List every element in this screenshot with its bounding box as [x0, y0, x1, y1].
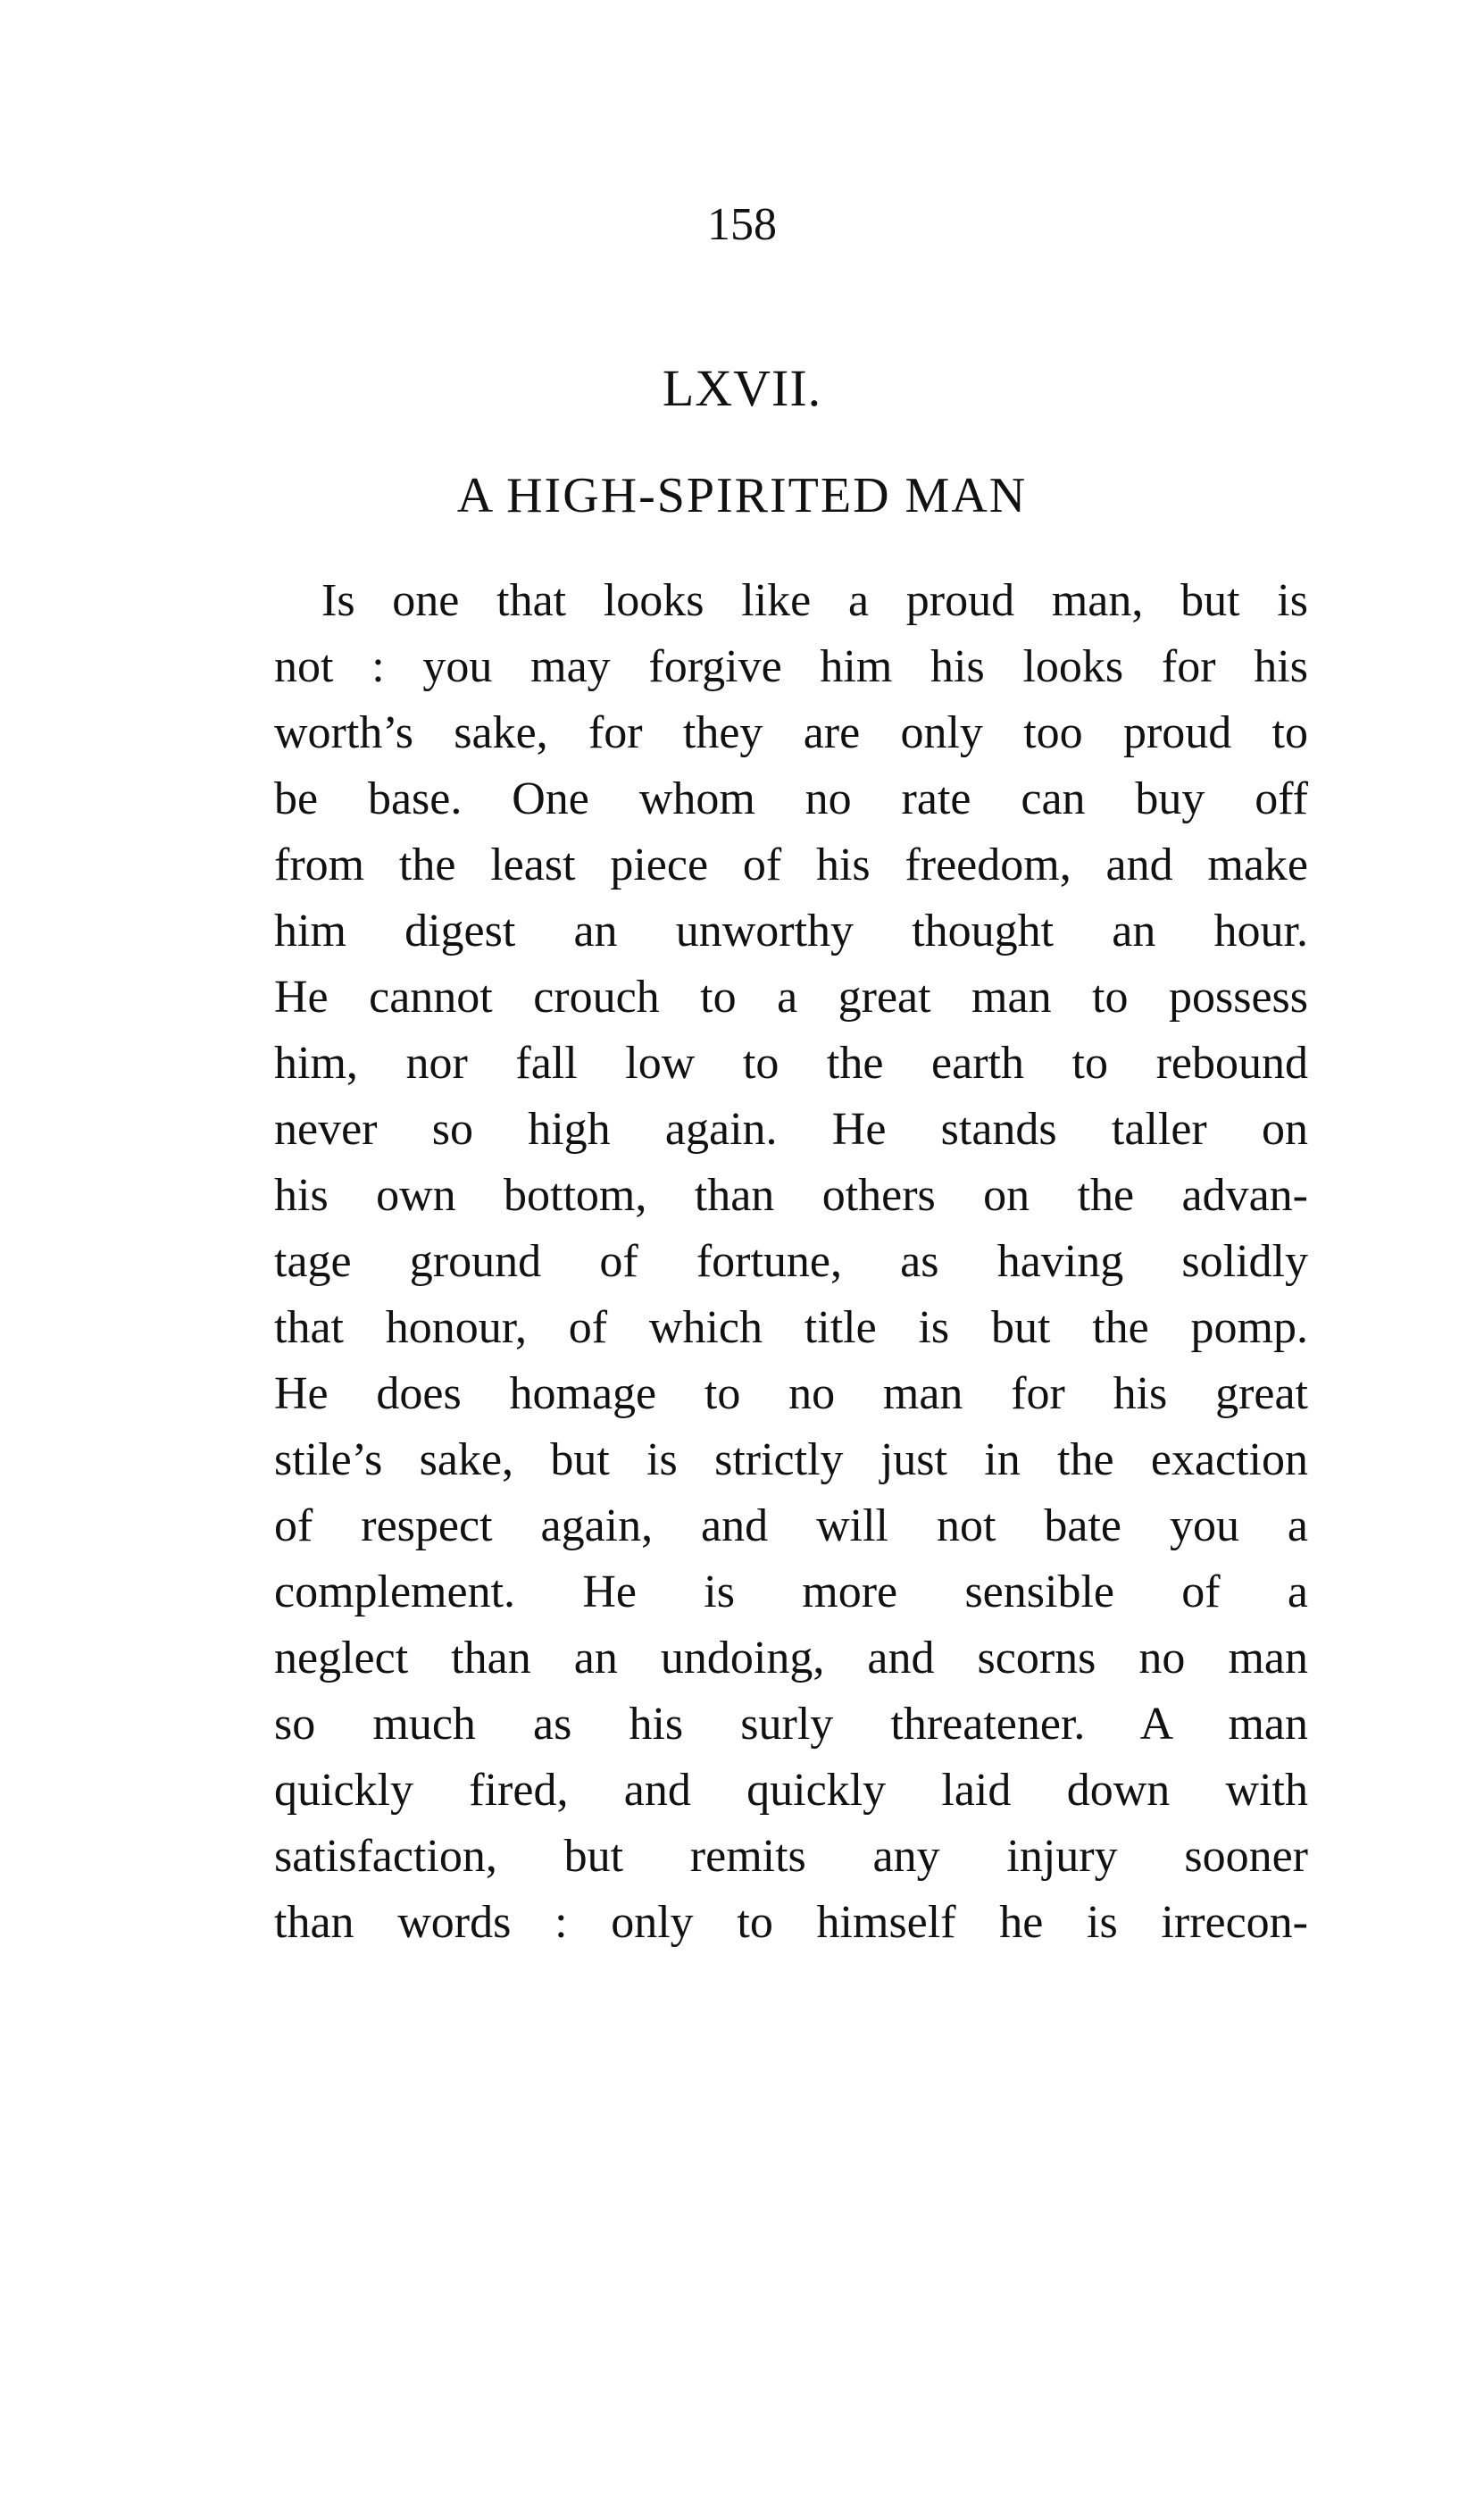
text-line: than words : only to himself he is irrecon- — [274, 1897, 1308, 1948]
text-line: He cannot crouch to a great man to possess — [274, 972, 1308, 1023]
body-text — [274, 568, 1308, 1956]
text-line: neglect than an undoing, and scorns no man — [274, 1633, 1308, 1683]
text-line: never so high again. He stands taller on — [274, 1104, 1308, 1155]
text-line: him digest an unworthy thought an hour. — [274, 906, 1308, 957]
text-line: of respect again, and will not bate you a — [274, 1500, 1308, 1551]
text-line: so much as his surly threatener. A man — [274, 1699, 1308, 1750]
text-line: Is one that looks like a proud man, but is — [321, 575, 1308, 626]
text-line: satisfaction, but remits any injury sooner — [274, 1831, 1308, 1882]
text-line: stile’s sake, but is strictly just in the exaction — [274, 1434, 1308, 1485]
text-line: not : you may forgive him his looks for his — [274, 641, 1308, 692]
chapter-numeral: LXVII. — [662, 359, 822, 417]
text-line: be base. One whom no rate can buy off — [274, 773, 1308, 824]
text-line: him, nor fall low to the earth to rebound — [274, 1038, 1308, 1089]
text-line: quickly fired, and quickly laid down with — [274, 1765, 1308, 1816]
text-line: tage ground of fortune, as having solidly — [274, 1236, 1308, 1287]
text-line: that honour, of which title is but the pomp. — [274, 1302, 1308, 1353]
text-line: complement. He is more sensible of a — [274, 1566, 1308, 1617]
text-line: He does homage to no man for his great — [274, 1368, 1308, 1419]
text-line: from the least piece of his freedom, and make — [274, 840, 1308, 890]
text-line: his own bottom, than others on the advan- — [274, 1170, 1308, 1221]
text-line: worth’s sake, for they are only too proud to — [274, 707, 1308, 758]
chapter-title: A HIGH-SPIRITED MAN — [456, 468, 1028, 523]
page-number: 158 — [707, 199, 777, 250]
